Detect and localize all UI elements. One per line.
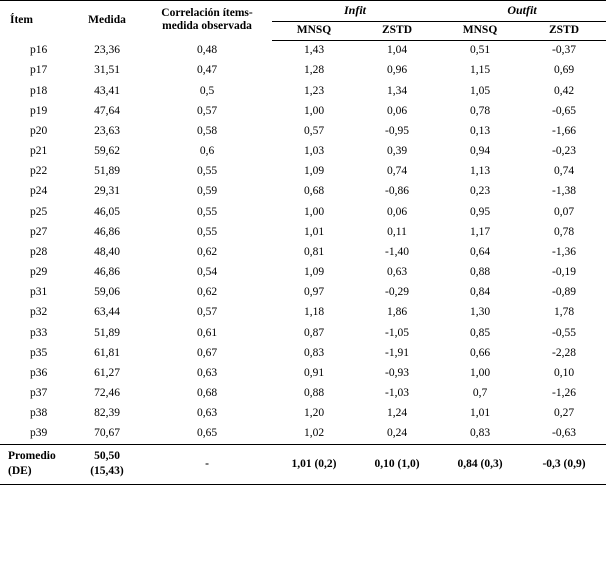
cell-item: p27 [30,225,48,238]
cell-infit-zstd: 1,24 [386,407,408,420]
cell-medida: 46,86 [94,225,120,238]
cell-outfit-mnsq: 0,13 [469,124,491,137]
summary-row [0,445,606,485]
cell-correlacion: 0,6 [199,145,215,158]
table-body [0,41,606,445]
cell-infit-mnsq: 1,20 [303,407,325,420]
cell-outfit-zstd: -0,19 [552,266,576,279]
cell-infit-zstd: 1,34 [386,84,408,97]
cell-infit-mnsq: 1,28 [303,64,325,77]
cell-infit-zstd: 0,63 [386,266,408,279]
cell-medida: 72,46 [94,387,120,400]
cell-item: p20 [30,124,48,137]
cell-item: p39 [0,424,72,445]
cell-infit-zstd: -1,05 [385,326,409,339]
cell-infit-mnsq: 1,02 [272,424,356,445]
column-header-outfit-zstd: ZSTD [522,22,606,41]
cell-medida: 59,62 [94,145,120,158]
cell-item: p29 [30,266,48,279]
cell-infit-zstd: 0,11 [387,225,407,238]
table-row [0,61,606,81]
cell-outfit-zstd: -0,63 [522,424,606,445]
column-group-header-outfit: Outfit [438,1,606,22]
cell-outfit-mnsq: 0,83 [438,424,522,445]
column-header-medida: Medida [72,1,142,41]
cell-item: p18 [30,84,48,97]
summary-correlacion: - [142,445,272,485]
cell-correlacion: 0,47 [196,64,218,77]
cell-item: p22 [30,165,48,178]
cell-infit-zstd: -0,95 [385,124,409,137]
cell-medida: 61,81 [94,346,120,359]
cell-outfit-zstd: 1,78 [553,306,575,319]
cell-item: p37 [30,387,48,400]
cell-outfit-zstd: 0,07 [553,205,575,218]
cell-outfit-mnsq: 1,30 [469,306,491,319]
cell-item: p38 [30,407,48,420]
cell-outfit-mnsq: 1,00 [469,366,491,379]
cell-correlacion: 0,62 [196,245,218,258]
table-row [0,243,606,263]
cell-outfit-mnsq: 0,64 [469,245,491,258]
table-row [0,142,606,162]
cell-correlacion: 0,63 [196,366,218,379]
cell-infit-zstd: 0,74 [386,165,408,178]
cell-infit-mnsq: 0,57 [303,124,325,137]
cell-outfit-mnsq: 0,85 [469,326,491,339]
cell-infit-mnsq: 0,91 [303,366,325,379]
cell-outfit-zstd: 0,69 [553,64,575,77]
cell-medida: 23,63 [94,124,120,137]
cell-outfit-mnsq: 0,66 [469,346,491,359]
cell-correlacion: 0,55 [196,225,218,238]
cell-medida: 48,40 [94,245,120,258]
cell-infit-mnsq: 1,23 [303,84,325,97]
summary-outfit-zstd: -0,3 (0,9) [522,445,606,485]
cell-item: p32 [30,306,48,319]
cell-outfit-zstd: -1,26 [552,387,576,400]
table-row [0,81,606,101]
cell-infit-zstd: 0,06 [386,205,408,218]
cell-outfit-mnsq: 0,95 [469,205,491,218]
cell-correlacion: 0,48 [196,43,218,56]
cell-infit-zstd: -1,03 [385,387,409,400]
cell-correlacion: 0,55 [196,165,218,178]
cell-medida: 63,44 [94,306,120,319]
cell-correlacion: 0,55 [196,205,218,218]
cell-infit-mnsq: 0,87 [303,326,325,339]
table-row [0,202,606,222]
cell-outfit-mnsq: 0,94 [469,145,491,158]
cell-infit-mnsq: 1,03 [303,145,325,158]
summary-label-line1: Promedio [8,450,56,463]
summary-label-line2: (DE) [8,464,32,477]
cell-item: p36 [30,366,48,379]
table-row [0,102,606,122]
cell-outfit-zstd: -0,37 [552,44,576,57]
cell-medida: 82,39 [94,407,120,420]
column-header-infit-mnsq: MNSQ [272,22,356,41]
cell-outfit-zstd: -0,23 [552,145,576,158]
cell-outfit-zstd: 0,27 [553,407,575,420]
cell-medida: 59,06 [94,286,120,299]
cell-outfit-mnsq: 1,01 [469,407,491,420]
cell-outfit-zstd: -1,38 [552,185,576,198]
column-header-infit-zstd: ZSTD [356,22,438,41]
cell-infit-zstd: -1,40 [385,245,409,258]
cell-outfit-mnsq: 1,05 [469,84,491,97]
cell-medida: 51,89 [94,326,120,339]
cell-item: p33 [30,326,48,339]
cell-infit-mnsq: 1,00 [303,104,325,117]
cell-correlacion: 0,5 [199,84,215,97]
cell-item: p31 [30,286,48,299]
cell-outfit-zstd: -0,89 [552,286,576,299]
cell-outfit-mnsq: 0,7 [472,387,488,400]
column-group-header-infit: Infit [272,1,438,22]
summary-outfit-mnsq: 0,84 (0,3) [438,445,522,485]
table-row [0,384,606,404]
cell-outfit-zstd: -0,55 [552,326,576,339]
cell-item: p17 [30,64,48,77]
cell-item: p21 [30,145,48,158]
column-header-outfit-mnsq: MNSQ [438,22,522,41]
cell-infit-mnsq: 1,18 [303,306,325,319]
cell-medida: 23,36 [94,43,120,56]
table-row [0,404,606,424]
cell-outfit-mnsq: 1,15 [469,64,491,77]
cell-infit-mnsq: 1,09 [303,165,325,178]
cell-item: p19 [30,104,48,117]
table-row [0,162,606,182]
table-row [0,303,606,323]
cell-outfit-mnsq: 1,13 [469,165,491,178]
cell-outfit-zstd: 0,78 [553,225,575,238]
summary-infit-zstd: 0,10 (1,0) [356,445,438,485]
cell-outfit-zstd: 0,74 [553,165,575,178]
table-row [0,263,606,283]
cell-infit-zstd: 1,86 [386,306,408,319]
cell-infit-mnsq: 0,81 [303,245,325,258]
cell-correlacion: 0,65 [142,424,272,445]
cell-outfit-mnsq: 1,17 [469,225,491,238]
table-row [0,122,606,142]
cell-outfit-mnsq: 0,51 [469,44,491,57]
cell-infit-zstd: -0,86 [385,185,409,198]
table-row [0,283,606,303]
table-row [0,323,606,343]
cell-infit-mnsq: 0,97 [303,286,325,299]
column-header-correlacion: Correlación ítems-medida observada [142,1,272,41]
cell-item: p24 [30,185,48,198]
cell-correlacion: 0,62 [196,286,218,299]
cell-infit-zstd: -0,29 [385,286,409,299]
cell-medida: 46,86 [94,266,120,279]
cell-outfit-zstd: 0,42 [553,84,575,97]
cell-outfit-mnsq: 0,23 [469,185,491,198]
table-row [0,223,606,243]
cell-correlacion: 0,59 [196,185,218,198]
cell-medida: 61,27 [94,366,120,379]
cell-medida: 29,31 [94,185,120,198]
cell-infit-zstd: 0,24 [356,424,438,445]
cell-infit-mnsq: 1,01 [303,225,325,238]
cell-outfit-mnsq: 0,88 [469,266,491,279]
table-row [0,344,606,364]
cell-medida: 70,67 [72,424,142,445]
cell-infit-mnsq: 0,88 [303,387,325,400]
cell-infit-mnsq: 0,83 [303,346,325,359]
summary-medida [72,445,142,485]
cell-medida: 47,64 [94,104,120,117]
cell-correlacion: 0,58 [196,124,218,137]
cell-infit-zstd: -1,91 [385,346,409,359]
cell-item: p35 [30,346,48,359]
cell-infit-zstd: 1,04 [386,44,408,57]
cell-outfit-zstd: -1,66 [552,124,576,137]
cell-infit-zstd: 0,39 [386,145,408,158]
cell-infit-mnsq: 1,00 [303,205,325,218]
cell-correlacion: 0,61 [196,326,218,339]
cell-correlacion: 0,63 [196,407,218,420]
cell-correlacion: 0,57 [196,306,218,319]
cell-infit-zstd: 0,96 [386,64,408,77]
cell-medida: 51,89 [94,165,120,178]
table-header [0,1,606,41]
cell-medida: 43,41 [94,84,120,97]
table-row [0,364,606,384]
cell-correlacion: 0,68 [196,387,218,400]
cell-item: p25 [30,205,48,218]
cell-outfit-zstd: -1,36 [552,245,576,258]
cell-infit-mnsq: 1,09 [303,266,325,279]
cell-medida: 31,51 [94,64,120,77]
cell-correlacion: 0,67 [196,346,218,359]
cell-outfit-mnsq: 0,84 [469,286,491,299]
header-group-row [0,1,606,22]
cell-item: p28 [30,245,48,258]
summary-label [0,445,72,485]
table-row [0,424,606,445]
summary-medida-mean: 50,50 [94,450,120,463]
cell-item: p16 [30,43,48,56]
cell-outfit-zstd: -0,65 [552,104,576,117]
cell-outfit-mnsq: 0,78 [469,104,491,117]
summary-medida-sd: (15,43) [90,464,124,477]
table-row [0,41,606,62]
cell-correlacion: 0,54 [196,266,218,279]
cell-medida: 46,05 [94,205,120,218]
summary-infit-mnsq: 1,01 (0,2) [272,445,356,485]
cell-outfit-zstd: -2,28 [552,346,576,359]
cell-infit-zstd: 0,06 [386,104,408,117]
table-row [0,182,606,202]
cell-outfit-zstd: 0,10 [553,366,575,379]
column-header-item: Ítem [0,1,72,41]
cell-correlacion: 0,57 [196,104,218,117]
table-footer [0,445,606,485]
cell-infit-mnsq: 0,68 [303,185,325,198]
cell-infit-zstd: -0,93 [385,366,409,379]
cell-infit-mnsq: 1,43 [303,44,325,57]
